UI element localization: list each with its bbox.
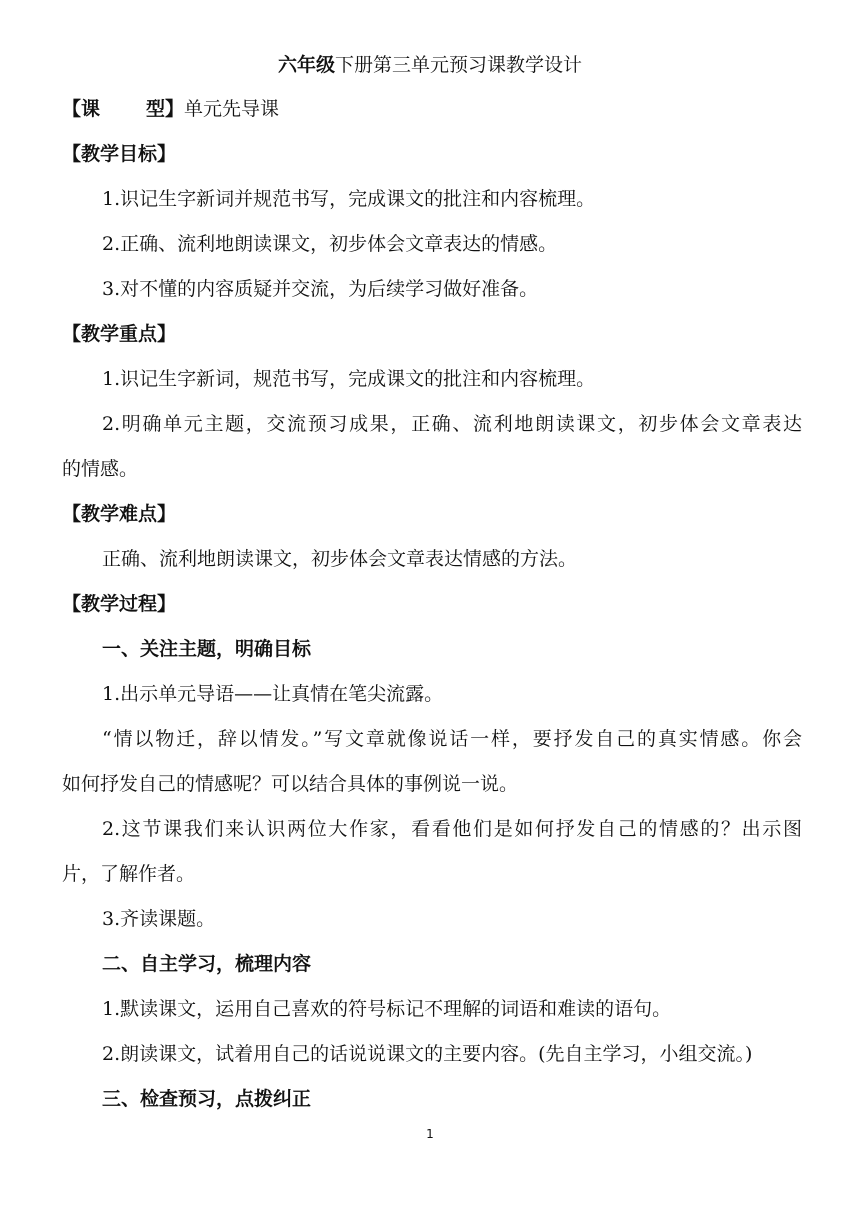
- key-point-item-2-line-1: 2.明确单元主题，交流预习成果，正确、流利地朗读课文，初步体会文章表达: [102, 413, 802, 435]
- key-point-item-2-line-2: 的情感。: [62, 458, 139, 480]
- objective-item-2: 2.正确、流利地朗读课文，初步体会文章表达的情感。: [102, 233, 558, 255]
- difficulties-heading: 【教学难点】: [62, 503, 177, 525]
- section-1-paragraph-3-line-2: 片，了解作者。: [62, 863, 196, 885]
- key-point-item-1: 1.识记生字新词，规范书写，完成课文的批注和内容梳理。: [102, 368, 596, 390]
- section-1-paragraph-2-line-1: “情以物迁，辞以情发。”写文章就像说话一样，要抒发自己的真实情感。你会: [102, 728, 802, 750]
- section-2-heading: 二、自主学习，梳理内容: [102, 953, 312, 975]
- section-1-heading: 一、关注主题，明确目标: [102, 638, 312, 660]
- section-1-paragraph-3-line-1: 2.这节课我们来认识两位大作家，看看他们是如何抒发自己的情感的？出示图: [102, 818, 802, 840]
- section-2-paragraph-2: 2.朗读课文，试着用自己的话说说课文的主要内容。(先自主学习，小组交流。): [102, 1043, 753, 1065]
- title-rest: 下册第三单元预习课教学设计: [335, 54, 583, 76]
- section-1-paragraph-2-line-2: 如何抒发自己的情感呢？可以结合具体的事例说一说。: [62, 773, 519, 795]
- page-number: 1: [426, 1127, 434, 1141]
- key-points-heading: 【教学重点】: [62, 323, 177, 345]
- course-type-label-close: 型】: [146, 98, 185, 120]
- section-1-paragraph-1: 1.出示单元导语——让真情在笔尖流露。: [102, 683, 444, 705]
- difficulties-text: 正确、流利地朗读课文，初步体会文章表达情感的方法。: [102, 548, 578, 570]
- section-1-paragraph-4: 3.齐读课题。: [102, 908, 216, 930]
- objective-item-1: 1.识记生字新词并规范书写，完成课文的批注和内容梳理。: [102, 188, 596, 210]
- objective-item-3: 3.对不懂的内容质疑并交流，为后续学习做好准备。: [102, 278, 539, 300]
- course-type-value: 单元先导课: [184, 98, 280, 120]
- section-2-paragraph-1: 1.默读课文，运用自己喜欢的符号标记不理解的词语和难读的语句。: [102, 998, 672, 1020]
- objectives-heading: 【教学目标】: [62, 143, 177, 165]
- document-title: [0, 50, 860, 80]
- course-type-line: [62, 94, 802, 124]
- process-heading: 【教学过程】: [62, 593, 177, 615]
- section-3-heading: 三、检查预习，点拨纠正: [102, 1088, 312, 1110]
- course-type-label-open: 【课: [62, 98, 101, 120]
- title-grade: 六年级: [277, 54, 335, 76]
